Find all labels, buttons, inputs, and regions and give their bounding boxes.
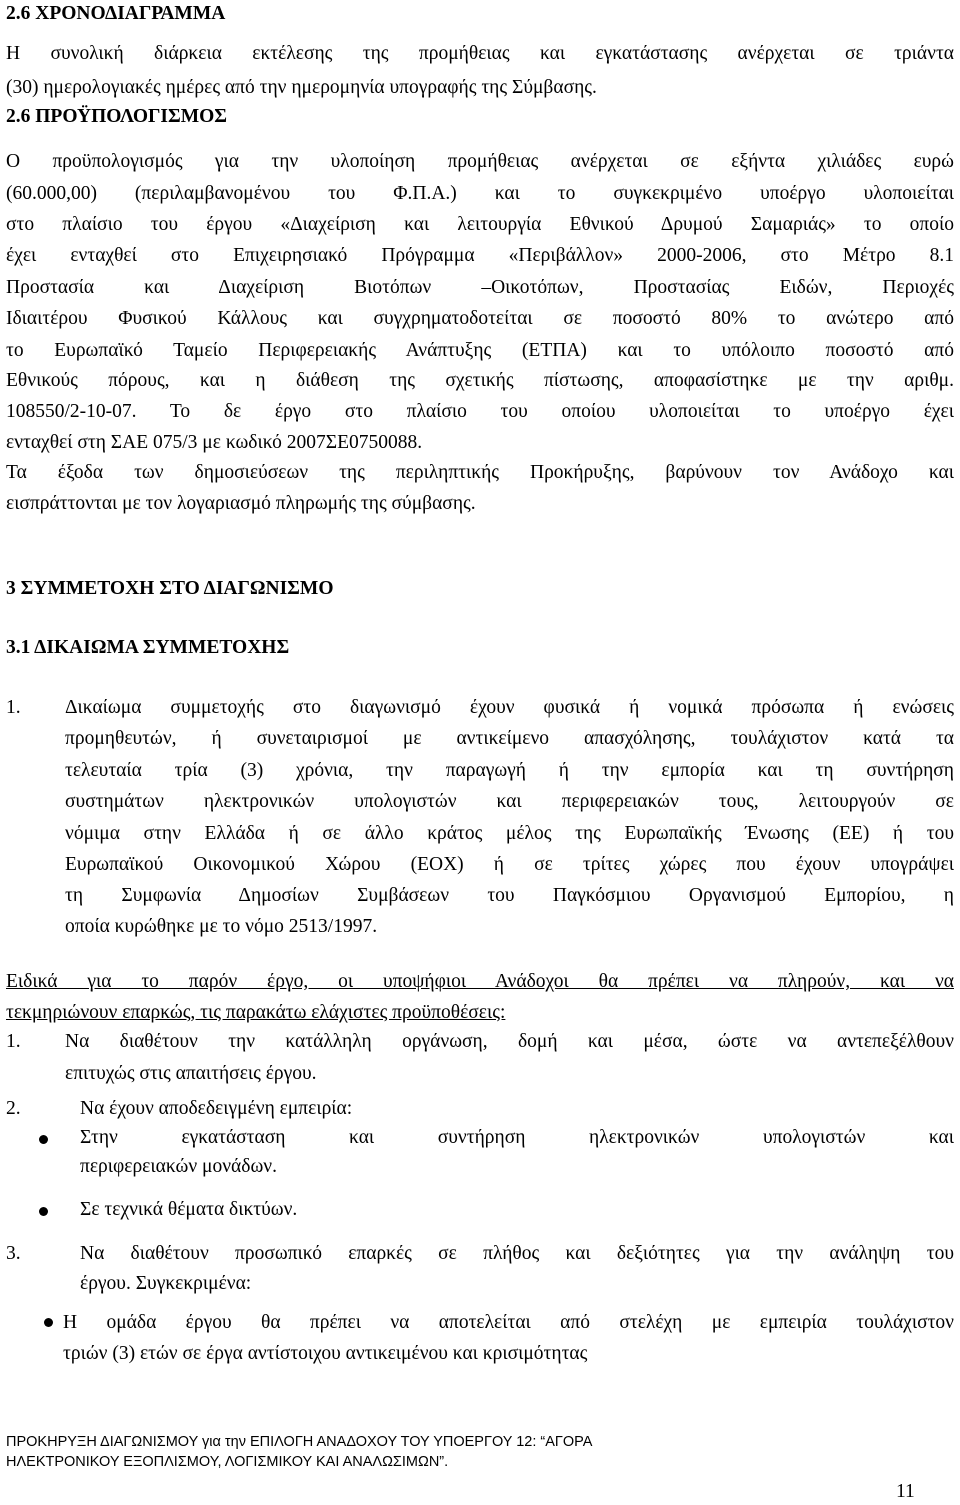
paragraph-line: Εθνικούς πόρους, και η διάθεση της σχετικής πίστωσης, αποφασίστηκε με την αριθμ.	[6, 370, 954, 391]
list-number: 1.	[6, 697, 21, 718]
paragraph-line: Να έχουν αποδεδειγμένη εμπειρία:	[80, 1098, 353, 1119]
section-heading-schedule: 2.6 ΧΡΟΝΟΔΙΑΓΡΑΜΜΑ	[6, 3, 226, 24]
bullet-icon	[44, 1318, 53, 1327]
paragraph-line: οποία κυρώθηκε με το νόμο 2513/1997.	[65, 916, 378, 937]
paragraph-line: Η συνολική διάρκεια εκτέλεσης της προμήθειας και εγκατάστασης ανέρχεται σε τριάντα	[6, 43, 954, 64]
paragraph-line: 108550/2-10-07. Το δε έργο στο πλαίσιο του οποίου υλοποιείται το υποέργο έχει	[6, 401, 954, 422]
bullet-line: Η ομάδα έργου θα πρέπει να αποτελείται από στελέχη με εμπειρία τουλάχιστον	[63, 1312, 954, 1333]
paragraph-line: τη Συμφωνία Δημοσίων Συμβάσεων του Παγκόσμιου Οργανισμού Εμπορίου, η	[65, 885, 954, 906]
bullet-line: τριών (3) ετών σε έργα αντίστοιχου αντικειμένου και κρισιμότητας	[63, 1343, 588, 1364]
bullet-line: Σε τεχνικά θέματα δικτύων.	[80, 1199, 298, 1220]
paragraph-line: Προστασία και Διαχείριση Βιοτόπων –Οικοτόπων, Προστασίας Ειδών, Περιοχές	[6, 277, 954, 298]
paragraph-line: Ιδιαιτέρου Φυσικού Κάλλους και συγχρηματοδοτείται σε ποσοστό 80% το ανώτερο από	[6, 308, 954, 329]
list-number: 2.	[6, 1098, 21, 1119]
requirements-intro-line: τεκμηριώνουν επαρκώς, τις παρακάτω ελάχιστες προϋποθέσεις:	[6, 1002, 506, 1023]
bullet-line: Στην εγκατάσταση και συντήρηση ηλεκτρονικών υπολογιστών και	[80, 1127, 954, 1148]
paragraph-line: συστημάτων ηλεκτρονικών υπολογιστών και περιφερειακών τους, λειτουργούν σε	[65, 791, 954, 812]
footer-line: ΗΛΕΚΤΡΟΝΙΚΟΥ ΕΞΟΠΛΙΣΜΟΥ, ΛΟΓΙΣΜΙΚΟΥ ΚΑΙ ΑΝΑΛΩΣΙΜΩΝ”.	[6, 1454, 449, 1470]
bullet-line: περιφερειακών μονάδων.	[80, 1156, 277, 1177]
paragraph-line: τελευταία τρία (3) χρόνια, την παραγωγή ή την εμπορία και τη συντήρηση	[65, 760, 954, 781]
paragraph-line: Ο προϋπολογισμός για την υλοποίηση προμήθειας ανέρχεται σε εξήντα χιλιάδες ευρώ	[6, 151, 954, 172]
paragraph-line: ενταχθεί στη ΣΑΕ 075/3 με κωδικό 2007ΣΕ0750088.	[6, 432, 423, 453]
paragraph-line: Να διαθέτουν την κατάλληλη οργάνωση, δομή και μέσα, ώστε να αντεπεξέλθουν	[65, 1031, 954, 1052]
paragraph-line: νόμιμα στην Ελλάδα ή σε άλλο κράτος μέλος της Ευρωπαϊκής Ένωσης (ΕΕ) ή του	[65, 823, 954, 844]
footer-line: ΠΡΟΚΗΡΥΞΗ ΔΙΑΓΩΝΙΣΜΟΥ για την ΕΠΙΛΟΓΗ ΑΝΑΔΟΧΟΥ ΤΟΥ ΥΠΟΕΡΓΟΥ 12: “ΑΓΟΡΑ	[6, 1434, 593, 1450]
requirements-intro-line: Ειδικά για το παρόν έργο, οι υποψήφιοι Ανάδοχοι θα πρέπει να πληρούν, και να	[6, 971, 954, 992]
paragraph-line: προμηθευτών, ή συνεταιρισμοί με αντικείμενο απασχόλησης, τουλάχιστον κατά τα	[65, 728, 954, 749]
section-heading-participation: 3 ΣΥΜΜΕΤΟΧΗ ΣΤΟ ΔΙΑΓΩΝΙΣΜΟ	[6, 578, 334, 599]
page-number: 11	[896, 1481, 915, 1502]
paragraph-line: το Ευρωπαϊκό Ταμείο Περιφερειακής Ανάπτυξης (ΕΤΠΑ) και το υπόλοιπο ποσοστό από	[6, 340, 954, 361]
paragraph-line: έργου. Συγκεκριμένα:	[80, 1273, 252, 1294]
paragraph-line: (30) ημερολογιακές ημέρες από την ημερομηνία υπογραφής της Σύμβασης.	[6, 77, 597, 98]
paragraph-line: Ευρωπαϊκού Οικονομικού Χώρου (ΕΟΧ) ή σε τρίτες χώρες που έχουν υπογράψει	[65, 854, 954, 875]
bullet-icon	[39, 1135, 48, 1144]
paragraph-line: επιτυχώς στις απαιτήσεις έργου.	[65, 1063, 317, 1084]
bullet-icon	[39, 1207, 48, 1216]
paragraph-line: έχει ενταχθεί στο Επιχειρησιακό Πρόγραμμα «Περιβάλλον» 2000-2006, στο Μέτρο 8.1	[6, 245, 954, 266]
section-heading-budget: 2.6 ΠΡΟΫΠΟΛΟΓΙΣΜΟΣ	[6, 106, 228, 127]
paragraph-line: Να διαθέτουν προσωπικό επαρκές σε πλήθος και δεξιότητες για την ανάληψη του	[80, 1243, 954, 1264]
paragraph-line: Τα έξοδα των δημοσιεύσεων της περιληπτικής Προκήρυξης, βαρύνουν τον Ανάδοχο και	[6, 462, 954, 483]
paragraph-line: Δικαίωμα συμμετοχής στο διαγωνισμό έχουν φυσικά ή νομικά πρόσωπα ή ενώσεις	[65, 697, 954, 718]
paragraph-line: στο πλαίσιο του έργου «Διαχείριση και λειτουργία Εθνικού Δρυμού Σαμαριάς» το οποίο	[6, 214, 954, 235]
paragraph-line: (60.000,00) (περιλαμβανομένου του Φ.Π.Α.) και το συγκεκριμένο υποέργο υλοποιείται	[6, 183, 954, 204]
list-number: 1.	[6, 1031, 21, 1052]
list-number: 3.	[6, 1243, 21, 1264]
subsection-heading-right: 3.1 ΔΙΚΑΙΩΜΑ ΣΥΜΜΕΤΟΧΗΣ	[6, 637, 290, 658]
paragraph-line: εισπράττονται με τον λογαριασμό πληρωμής της σύμβασης.	[6, 493, 476, 514]
